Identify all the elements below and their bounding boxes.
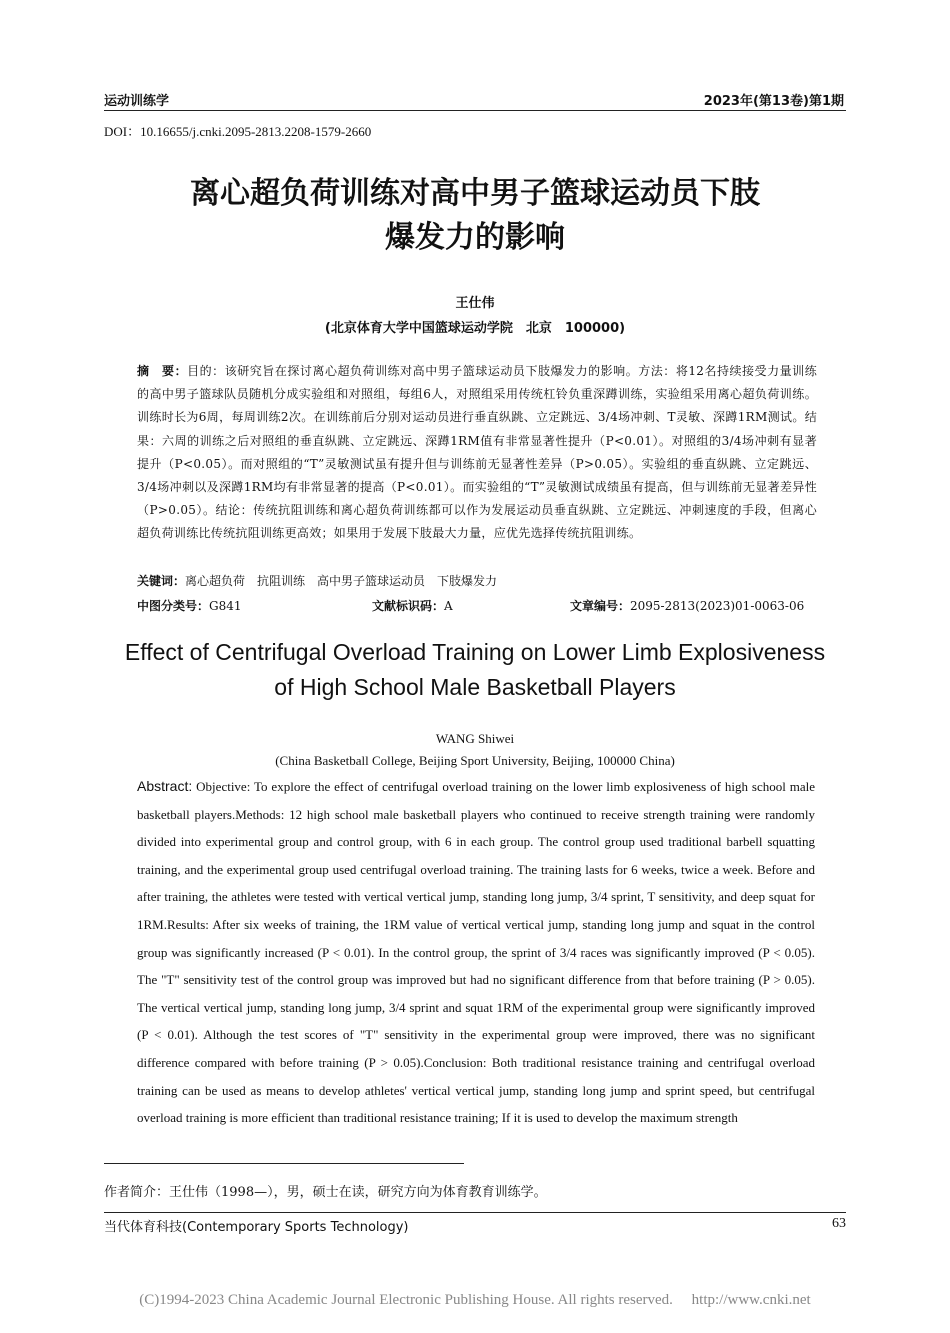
clc-number (137, 597, 242, 614)
copyright-watermark: (C)1994-2023 China Academic Journal Electronic Publishing House. All rights reserved. http://www.cnki.net (139, 1292, 811, 1308)
abstract-english-label: Abstract: (137, 778, 193, 794)
page-number: 63 (832, 1216, 846, 1231)
abstract-chinese-text: 目的：该研究旨在探讨离心超负荷训练对高中男子篮球运动员下肢爆发力的影响。方法：将12名持续接受力量训练的高中男子篮球队员随机分成实验组和对照组，每组6人，对照组采用传统杠铃负重深蹲训练，实验组采用离心超负荷训练。训练时长为6周，每周训练2次。在训练前后分别对运动员进行垂直纵跳、立定跳远、3/4场冲刺、T灵敏、深蹲1RM测试。结果：六周的训练之后对照组的垂直纵跳、立定跳远、深蹲1RM值有非常显著性提升（P<0.01）。对照组的3/4场冲刺有显著提升（P<0.05）。而对照组的“T”灵敏测试虽有提升但与训练前无显著性差异（P>0.05）。实验组的垂直纵跳、立定跳远、3/4场冲刺以及深蹲1RM均有非常显著的提高（P<0.01）。而实验组的“T”灵敏测试成绩虽有提高，但与训练前无显著差异性（P>0.05）。结论：传统抗阻训练和离心超负荷训练都可以作为发展运动员垂直纵跳、立定跳远、冲刺速度的手段，但离心超负荷训练比传统抗阻训练更高效；如果用于发展下肢最大力量，应优先选择传统抗阻训练。 (137, 364, 817, 541)
title-chinese-line-2: 爆发力的影响 (385, 220, 565, 255)
title-chinese-line-1: 离心超负荷训练对高中男子篮球运动员下肢 (190, 176, 760, 211)
article-number (570, 597, 804, 614)
title-chinese (100, 172, 850, 260)
author-biography-note: 作者简介：王仕伟（1998—），男，硕士在读，研究方向为体育教育训练学。 (104, 1185, 547, 1200)
doi-line: DOI：10.16655/j.cnki.2095-2813.2208-1579-2660 (104, 124, 372, 139)
article-number-label: 文章编号： (570, 599, 631, 613)
footer-journal-name: 当代体育科技(Contemporary Sports Technology) (104, 1220, 409, 1235)
abstract-chinese (137, 360, 817, 546)
affiliation-english: (China Basketball College, Beijing Sport University, Beijing, 100000 China) (275, 753, 675, 768)
footer-divider (104, 1212, 846, 1213)
author-english: WANG Shiwei (435, 731, 515, 746)
footnote-divider (104, 1163, 464, 1164)
document-code-value: A (444, 599, 453, 613)
header-divider (104, 110, 846, 111)
header-journal-section: 运动训练学 (104, 94, 170, 109)
document-code-label: 文献标识码： (372, 599, 445, 613)
title-english-line-2: of High School Male Basketball Players (274, 674, 676, 700)
affiliation-chinese: (北京体育大学中国篮球运动学院 北京 100000) (324, 321, 626, 336)
title-english (100, 635, 850, 705)
abstract-chinese-label: 摘 要： (137, 364, 188, 378)
document-code (372, 597, 453, 614)
title-english-line-1: Effect of Centrifugal Overload Training on Lower Limb Explosiveness (124, 639, 826, 665)
keywords-chinese-label: 关键词： (137, 574, 186, 588)
article-number-value: 2095-2813(2023)01-0063-06 (630, 599, 805, 613)
abstract-english (137, 773, 815, 1132)
clc-label: 中图分类号： (137, 599, 210, 613)
keywords-chinese-text: 离心超负荷 抗阻训练 高中男子篮球运动员 下肢爆发力 (185, 574, 498, 588)
author-chinese: 王仕伟 (455, 296, 495, 311)
abstract-english-text: Objective: To explore the effect of centrifugal overload training on the lower limb explosiveness of high school male basketball players.Methods: 12 high school male basketball players who continued to receive strength training were randomly divided into experimental group and control group, with 6 in each group. The control group used traditional barbell squatting training, and the experimental group used centrifugal overload training. The training lasts for 6 weeks, twice a week. Before and after training, the athletes were tested with vertical vertical jump, standing long jump, 3/4 sprint, T sensitivity, and deep squat for 1RM.Results: After six weeks of training, the 1RM value of vertical vertical jump, standing long jump and squat in the control group was significantly increased (P < 0.01). In the control group, the sprint of 3/4 races was significantly improved (P < 0.05). The "T" sensitivity test of the control group was improved but had no significant difference from that before training (P > 0.05). The vertical vertical jump, standing long jump, 3/4 sprint and squat 1RM of the experimental group were significantly improved (P < 0.01). Although the test scores of "T" sensitivity in the experimental group were improved, there was no significant difference compared with before training (P > 0.05).Conclusion: Both traditional resistance training and centrifugal overload training can be used as means to develop athletes' vertical vertical jump, standing long jump and sprint speed, but centrifugal overload training is more efficient than traditional resistance training; If it is used to develop the maximum strength (137, 779, 816, 1126)
clc-value: G841 (209, 599, 242, 613)
header-issue-info: 2023年(第13卷)第1期 (703, 94, 844, 109)
keywords-chinese (137, 572, 817, 589)
